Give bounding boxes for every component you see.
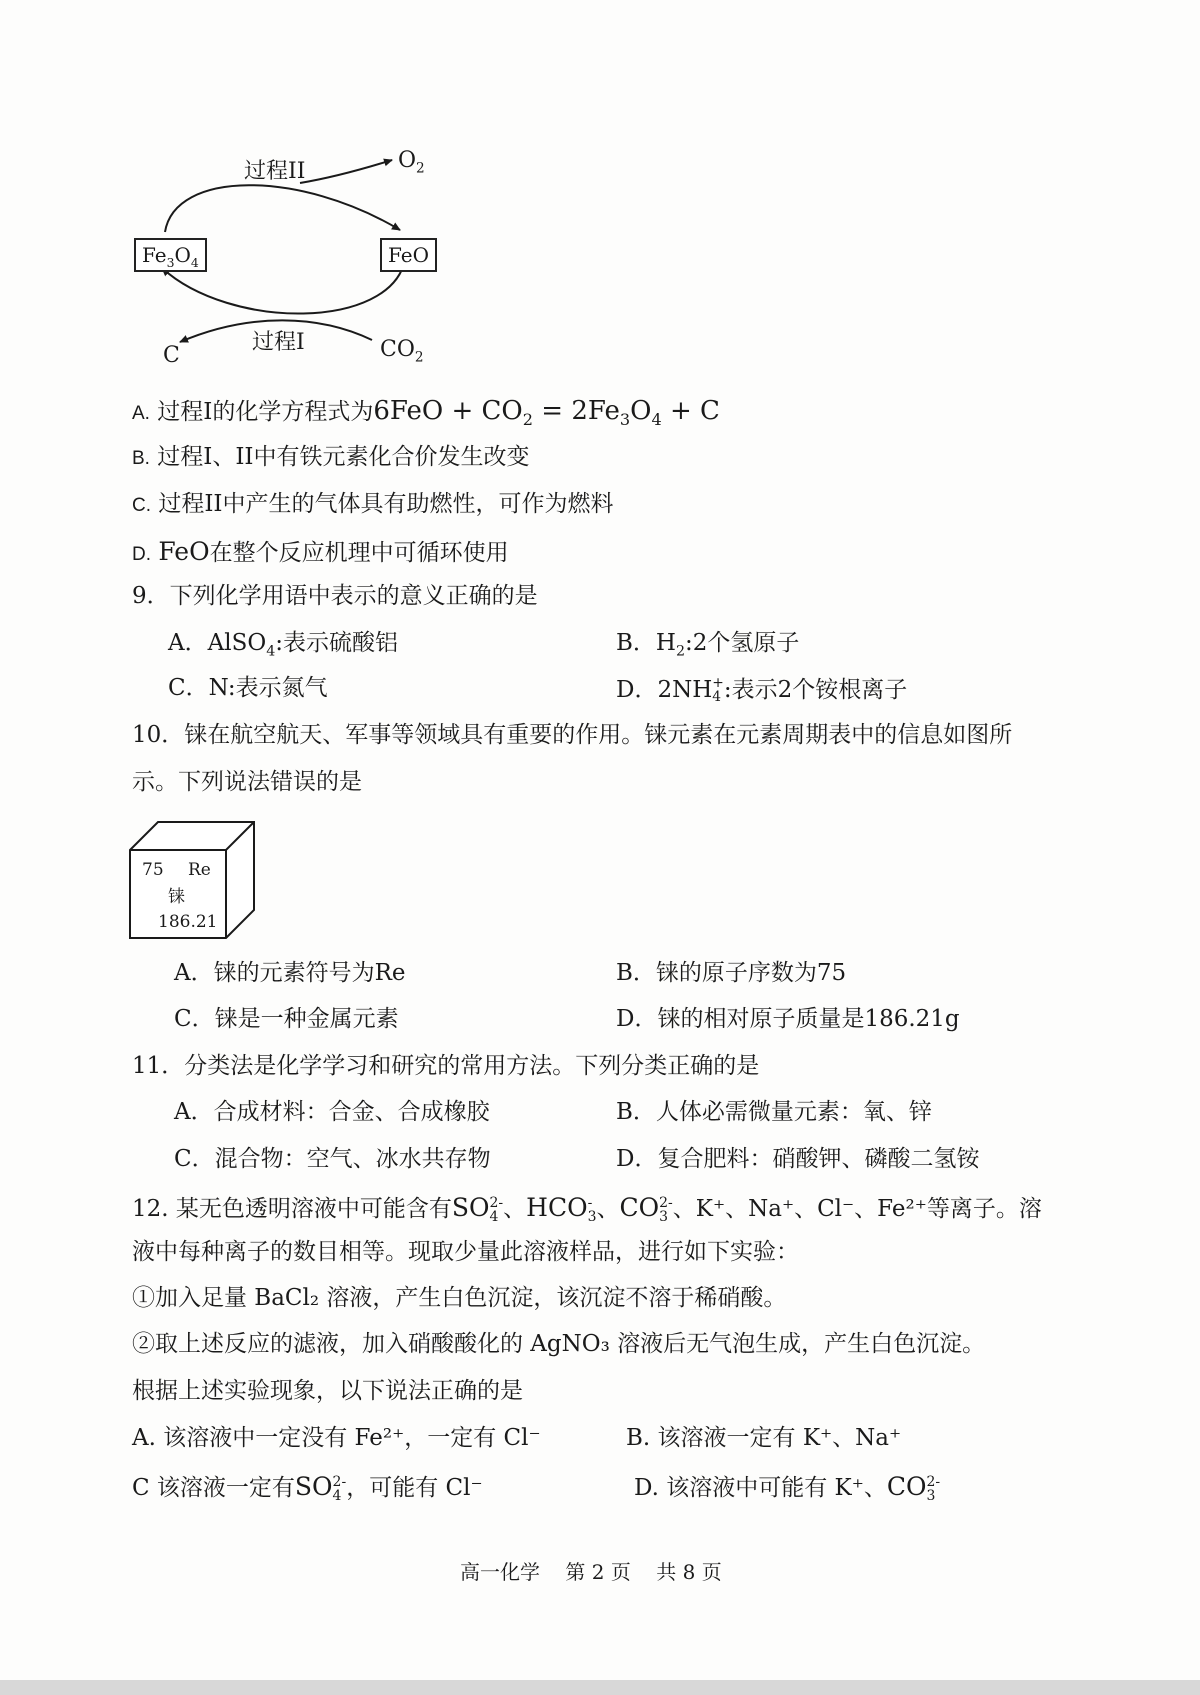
ion-bicarbonate: HCO - 3 <box>526 1193 597 1225</box>
q8-option-d: D. FeO在整个反应机理中可循环使用 <box>132 537 509 566</box>
co2-label: $CO_2$ <box>380 337 424 366</box>
q12-stem-line2: 液中每种离子的数目相等。现取少量此溶液样品，进行如下实验： <box>132 1239 799 1265</box>
q10-stem-line2: 示。下列说法错误的是 <box>132 769 362 795</box>
q11-option-c: C．混合物：空气、冰水共存物 <box>174 1146 491 1172</box>
atomic-mass: 186.21 <box>158 912 218 932</box>
q8-option-b: B. 过程I、II中有铁元素化合价发生改变 <box>132 444 530 470</box>
element-symbol: Re <box>188 860 211 880</box>
q12-option-c: C 该溶液一定有SO 2- 4 ，可能有 Cl⁻ <box>132 1472 483 1504</box>
q12-experiment-2: ②取上述反应的滤液，加入硝酸酸化的 AgNO₃ 溶液后无气泡生成，产生白色沉淀。 <box>132 1331 986 1357</box>
q12-option-a: A. 该溶液中一定没有 Fe²⁺，一定有 Cl⁻ <box>132 1425 541 1451</box>
ion-sulfate: SO 2- 4 <box>294 1472 347 1504</box>
q12-stem-line1: 12. 某无色透明溶液中可能含有SO 2- 4 、HCO - 3 、CO 2- 3 、K⁺、Na⁺、Cl⁻、Fe²⁺等离子。溶 <box>132 1193 1042 1225</box>
ion-sulfate: SO 2- 4 <box>451 1193 504 1225</box>
q9-option-c: C．N:表示氮气 <box>168 675 328 701</box>
equation: $6FeO + CO_2 = 2Fe_3O_4 + C$ <box>373 396 720 430</box>
q10-stem-line1: 10．铼在航空航天、军事等领域具有重要的作用。铼元素在元素周期表中的信息如图所 <box>132 722 1013 748</box>
q8-option-c: C. 过程II中产生的气体具有助燃性，可作为燃料 <box>132 491 614 517</box>
page-footer: 高一化学 第 2 页 共 8 页 <box>460 1560 722 1584</box>
q10-option-c: C．铼是一种金属元素 <box>174 1006 399 1032</box>
element-cube <box>128 820 258 940</box>
q9-option-d: D．2NH + 4 :表示2个铵根离子 <box>616 675 908 705</box>
cycle-arrows <box>0 0 520 380</box>
q10-option-b: B．铼的原子序数为75 <box>616 960 847 986</box>
element-name: 铼 <box>168 887 185 907</box>
feo-box: FeO <box>380 238 437 272</box>
q11-option-a: A．合成材料：合金、合成橡胶 <box>174 1099 490 1125</box>
scan-edge <box>0 1680 1200 1695</box>
c-label: C <box>163 343 180 368</box>
ion-carbonate: CO 2- 3 <box>619 1193 673 1225</box>
arrow-process2 <box>165 185 400 232</box>
q9-option-a: A．AlSO$_4$:表示硫酸铝 <box>168 630 399 660</box>
q11-stem: 11．分类法是化学学习和研究的常用方法。下列分类正确的是 <box>132 1053 760 1079</box>
q11-option-b: B．人体必需微量元素：氧、锌 <box>616 1099 932 1125</box>
fe3o4-box: $Fe_3O_4$ <box>134 238 207 272</box>
q9-stem: 9．下列化学用语中表示的意义正确的是 <box>132 583 538 609</box>
process2-label: 过程II <box>244 159 306 184</box>
q12-conclusion: 根据上述实验现象，以下说法正确的是 <box>132 1378 523 1404</box>
q12-experiment-1: ①加入足量 BaCl₂ 溶液，产生白色沉淀，该沉淀不溶于稀硝酸。 <box>132 1285 787 1311</box>
o2-label: $O_2$ <box>398 148 425 177</box>
atomic-number: 75 <box>142 860 164 880</box>
process1-label: 过程I <box>252 330 305 355</box>
ion-carbonate: CO 2- 3 <box>886 1472 941 1504</box>
q8-option-a: A. 过程I的化学方程式为$6FeO + CO_2 = 2Fe_3O_4 + C$ <box>132 396 720 430</box>
q12-option-b: B. 该溶液一定有 K⁺、Na⁺ <box>626 1425 902 1451</box>
q11-option-d: D．复合肥料：硝酸钾、磷酸二氢铵 <box>616 1146 980 1172</box>
q10-option-d: D．铼的相对原子质量是186.21g <box>616 1006 960 1032</box>
q10-option-a: A．铼的元素符号为Re <box>174 960 406 986</box>
q12-option-d: D. 该溶液中可能有 K⁺、CO 2- 3 <box>634 1472 941 1504</box>
arrow-o2 <box>300 160 392 183</box>
q9-option-b: B．$H_2:2$个氢原子 <box>616 630 800 660</box>
